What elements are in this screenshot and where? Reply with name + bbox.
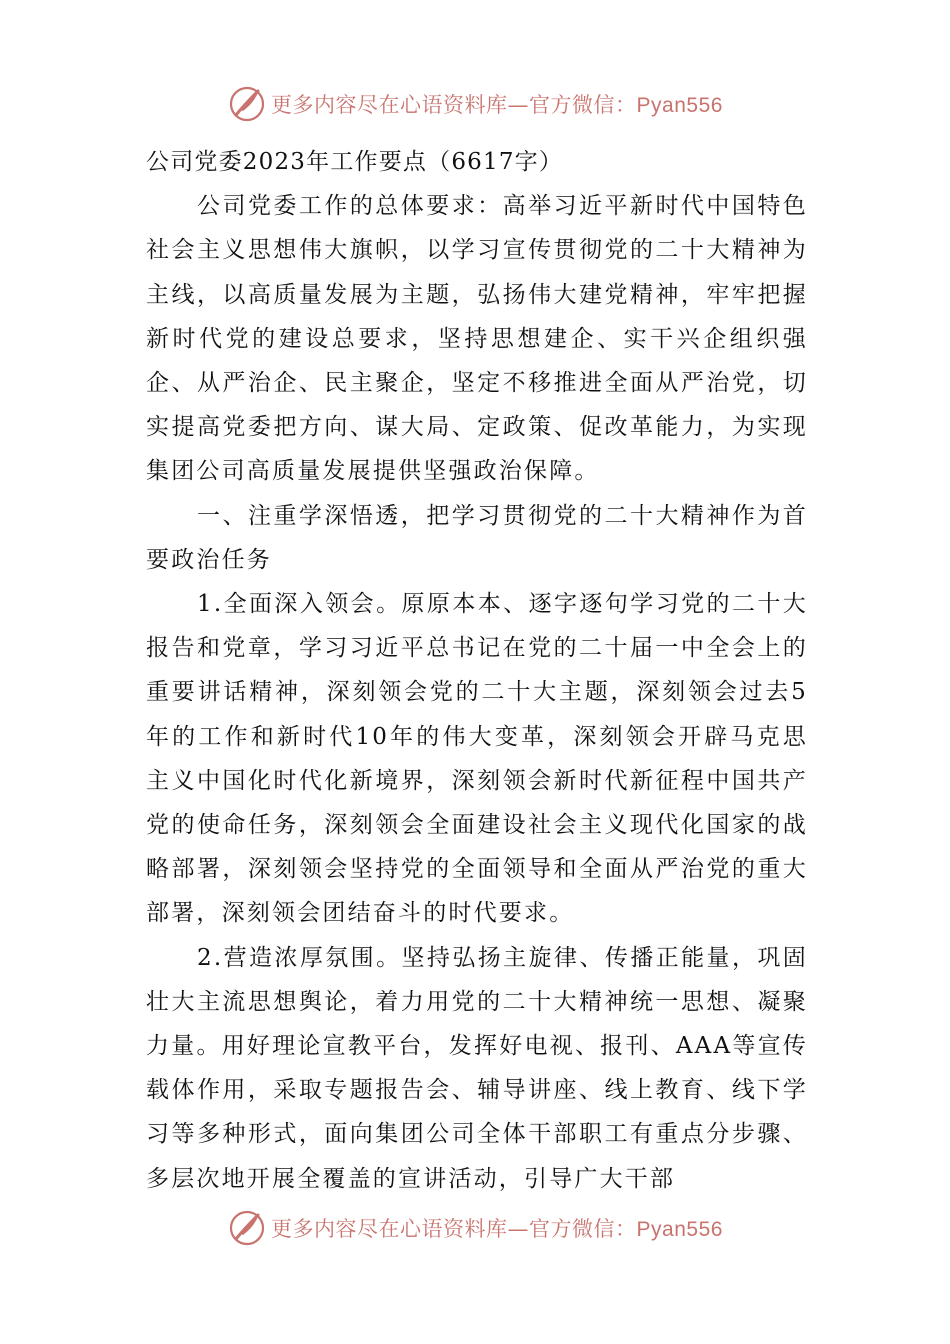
banner-text: 更多内容尽在心语资料库—官方微信：Pyan556 xyxy=(271,93,723,117)
footer-watermark-banner xyxy=(0,1206,950,1250)
banner-text: 更多内容尽在心语资料库—官方微信：Pyan556 xyxy=(271,1217,723,1241)
feather-pen-logo-icon xyxy=(227,84,267,124)
paragraph-overview: 公司党委工作的总体要求：高举习近平新时代中国特色社会主义思想伟大旗帜，以学习宣传贯彻党的二十大精神为主线，以高质量发展为主题，弘扬伟大建党精神，牢牢把握新时代党的建设总要求，坚持思想建企、实干兴企组织强企、从严治企、民主聚企，坚定不移推进全面从严治党，切实提高党委把方向、谋大局、定政策、促改革能力，为实现集团公司高质量发展提供坚强政治保障。 xyxy=(146,193,808,485)
section-heading-1: 一、注重学深悟透，把学习贯彻党的二十大精神作为首要政治任务 xyxy=(146,502,808,573)
header-watermark-banner xyxy=(0,82,950,126)
document-body xyxy=(146,140,808,1201)
feather-pen-logo-icon xyxy=(227,1208,267,1248)
document-title: 公司党委2023年工作要点（6617字） xyxy=(146,149,564,175)
paragraph-item-2: 2.营造浓厚氛围。坚持弘扬主旋律、传播正能量，巩固壮大主流思想舆论，着力用党的二十大精神统一思想、凝聚力量。用好理论宣教平台，发挥好电视、报刊、AAA等宣传载体作用，采取专题报告会、辅导讲座、线上教育、线下学习等多种形式，面向集团公司全体干部职工有重点分步骤、多层次地开展全覆盖的宣讲活动，引导广大干部 xyxy=(146,944,808,1192)
paragraph-item-1: 1.全面深入领会。原原本本、逐字逐句学习党的二十大报告和党章，学习习近平总书记在党的二十届一中全会上的重要讲话精神，深刻领会党的二十大主题，深刻领会过去5年的工作和新时代10年的伟大变革，深刻领会开辟马克思主义中国化时代化新境界，深刻领会新时代新征程中国共产党的使命任务，深刻领会全面建设社会主义现代化国家的战略部署，深刻领会坚持党的全面领导和全面从严治党的重大部署，深刻领会团结奋斗的时代要求。 xyxy=(146,591,808,927)
